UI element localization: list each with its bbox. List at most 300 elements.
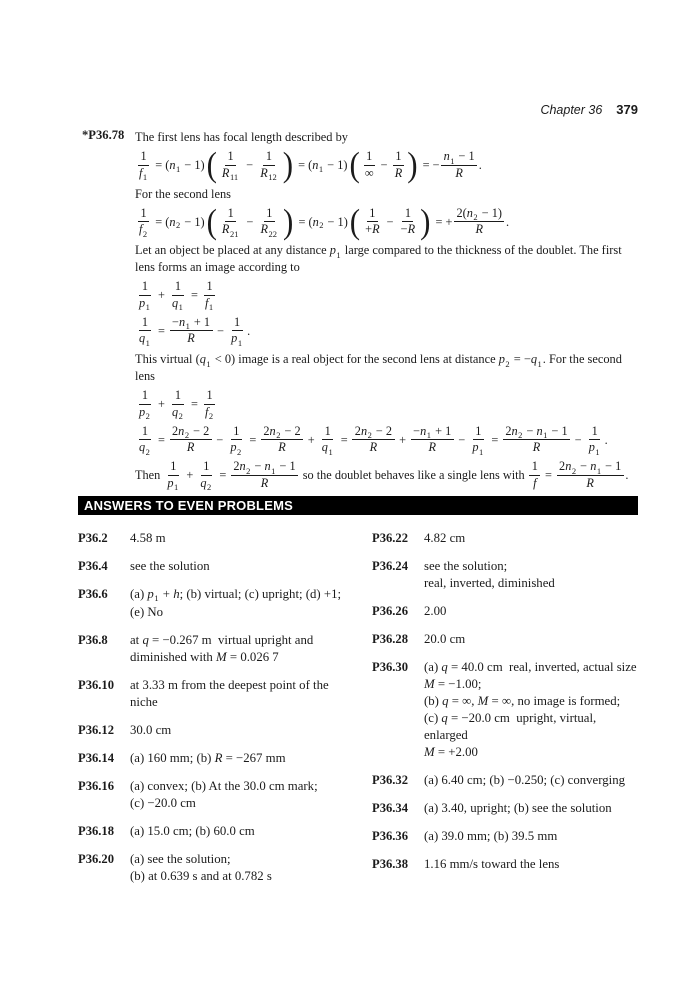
answer-body [424, 772, 638, 789]
answer-id: P36.34 [372, 801, 409, 815]
math-text: Then [135, 468, 164, 483]
math-variable: n [443, 149, 450, 163]
answer-id: P36.8 [78, 633, 108, 647]
fraction-numerator [138, 150, 149, 166]
fraction-denominator [165, 476, 182, 491]
math-text: 1 [233, 423, 240, 438]
math-variable: n [312, 158, 319, 173]
math-text: − 1 [455, 149, 475, 163]
math-text: − [172, 314, 179, 329]
math-text: 1 [141, 279, 149, 294]
answer-line [130, 694, 372, 711]
fraction-numerator [139, 316, 150, 332]
answer-line [130, 604, 372, 621]
math-text: (a) 6.40 cm; (b) −0.250; (c) converging [424, 773, 626, 787]
math-text: ∞ [364, 165, 374, 180]
fraction-numerator [204, 280, 215, 296]
answer-line [130, 823, 372, 840]
fraction-numerator [441, 150, 477, 166]
fraction-denominator [137, 296, 154, 311]
math-variable: R [221, 222, 230, 237]
math-subscript: 1 [271, 465, 276, 476]
answer-item [78, 851, 372, 885]
answer-body [424, 659, 638, 761]
answer-item [78, 586, 372, 621]
math-text: 2 [172, 423, 179, 438]
math-subscript: 1 [208, 302, 214, 313]
fraction-denominator [258, 166, 281, 181]
fraction-numerator [473, 425, 484, 441]
answer-line [130, 722, 372, 739]
math-subscript: 1 [154, 593, 159, 603]
math-text: 1 [324, 423, 331, 438]
fraction [586, 425, 603, 456]
math-subscript: 1 [176, 163, 181, 174]
answer-body [130, 750, 372, 767]
fraction-denominator [531, 476, 539, 491]
fraction-denominator [276, 440, 289, 455]
fraction-numerator [201, 460, 212, 476]
math-text: + [365, 222, 373, 237]
math-text: see the solution; [424, 559, 508, 573]
math-variable: R [586, 475, 594, 490]
math-subscript: 1 [426, 430, 432, 441]
math-text: − [413, 423, 421, 438]
math-text: . For the second lens [135, 352, 626, 384]
fraction-denominator [219, 222, 242, 237]
answer-line [424, 693, 638, 710]
answer-id: P36.28 [372, 632, 409, 646]
answer-item [78, 778, 372, 812]
fraction-denominator [258, 222, 281, 237]
answer-line [130, 649, 372, 666]
math-subscript: 2 [473, 212, 478, 223]
math-variable: R [187, 331, 195, 346]
close-paren: ) [420, 201, 431, 241]
answer-id: P36.6 [78, 587, 108, 601]
math-text: 1 [404, 205, 411, 220]
open-paren: ( [206, 201, 217, 241]
answer-line [130, 750, 372, 767]
fraction [165, 460, 182, 491]
answer-item [78, 558, 372, 575]
math-text: = [187, 288, 201, 303]
math-text: = ∞, [448, 694, 478, 708]
problem-text [135, 242, 640, 275]
answer-id: P36.30 [372, 660, 409, 674]
math-subscript: 2 [571, 465, 577, 476]
math-text: < 0) image is a real object for the second lens at distance [211, 352, 499, 367]
paren-group [349, 201, 432, 241]
math-variable: p [167, 475, 174, 490]
fraction-numerator [225, 150, 236, 166]
fraction [529, 460, 540, 491]
paren-group [348, 144, 418, 185]
math-subscript: 22 [268, 228, 278, 239]
math-text: − 1) [324, 158, 348, 173]
answer-body [130, 530, 372, 547]
fraction-denominator [258, 476, 271, 491]
answer-body [130, 823, 372, 840]
answer-item [78, 530, 372, 547]
fraction-denominator [398, 222, 417, 237]
math-text: = 0.026 7 [226, 650, 279, 664]
fraction-denominator [137, 405, 154, 420]
math-subscript: 1 [142, 172, 148, 183]
math-variable: q [441, 711, 448, 725]
math-subscript: 2 [176, 220, 181, 231]
answer-id: P36.20 [78, 852, 115, 866]
answer-body [130, 851, 372, 885]
math-subscript: 2 [237, 446, 242, 457]
math-text: 1 [170, 459, 177, 474]
math-text: (a) see the solution; [130, 852, 231, 866]
fraction [137, 389, 154, 420]
math-text: + [154, 288, 168, 303]
fraction-numerator [589, 425, 600, 441]
math-variable: R [475, 222, 483, 237]
math-text: 2 [559, 459, 566, 474]
math-text: so the doublet behaves like a single lens with [299, 468, 528, 483]
math-text: = ∞, no image is formed; [488, 694, 621, 708]
math-text: . [505, 214, 510, 229]
math-variable: q [442, 694, 449, 708]
math-subscript: 12 [268, 172, 277, 183]
math-text: = +2.00 [434, 745, 478, 759]
math-text: − [214, 323, 228, 338]
open-paren: ( [206, 144, 217, 185]
fraction-denominator [137, 331, 154, 346]
math-text: = [246, 432, 260, 447]
math-variable: p [147, 587, 154, 601]
answer-item [372, 631, 638, 648]
math-text: 1 [266, 205, 273, 220]
fraction-denominator [470, 440, 487, 455]
math-text: (b) [424, 694, 443, 708]
answers-banner-title: ANSWERS TO EVEN PROBLEMS [84, 498, 293, 513]
answer-body [130, 722, 372, 739]
chapter-label: Chapter 36 [540, 103, 603, 117]
math-text: 2( [456, 205, 467, 220]
math-subscript: 2 [145, 411, 150, 422]
math-subscript: 2 [145, 446, 150, 457]
math-subscript: 2 [178, 411, 183, 422]
answer-item [78, 722, 372, 739]
math-subscript: 2 [208, 411, 214, 422]
answer-body [424, 856, 638, 873]
equation-line [135, 280, 640, 311]
math-subscript: 2 [505, 358, 510, 369]
math-text: − [377, 158, 391, 173]
math-text: − [571, 432, 585, 447]
math-variable: n [269, 423, 276, 438]
fraction [319, 425, 336, 456]
math-text: 30.0 cm [130, 723, 172, 737]
math-text: (b) at 0.639 s and at 0.782 s [130, 869, 272, 883]
paren-content [218, 150, 282, 181]
answer-line [130, 558, 372, 575]
fraction-numerator [139, 389, 150, 405]
answer-body [424, 603, 638, 620]
answer-id: P36.12 [78, 723, 115, 737]
math-text: 2.00 [424, 604, 447, 618]
math-variable: n [590, 459, 597, 474]
math-text: 1 [234, 314, 241, 329]
fraction [411, 425, 454, 456]
math-variable: n [169, 158, 176, 173]
fraction-denominator [363, 222, 382, 237]
answer-line [424, 631, 638, 648]
fraction-denominator [203, 405, 217, 420]
fraction [203, 280, 217, 311]
math-text: 20.0 cm [424, 632, 466, 646]
answer-line [424, 828, 638, 845]
answer-body [424, 530, 638, 547]
math-text: 4.58 m [130, 531, 166, 545]
math-text: − [455, 432, 469, 447]
math-subscript: 1 [537, 358, 542, 369]
answer-line [130, 795, 372, 812]
fraction [557, 460, 624, 491]
fraction-numerator [172, 389, 183, 405]
fraction-numerator [411, 425, 454, 441]
math-text: = ( [295, 214, 313, 229]
close-paren: ) [407, 144, 418, 185]
fraction-denominator [198, 476, 215, 491]
math-text: 1 [265, 149, 273, 163]
fraction-numerator [139, 280, 150, 296]
math-variable: R [407, 222, 416, 237]
math-text: (c) [424, 711, 442, 725]
math-text: 1 [141, 314, 149, 329]
math-text: 1 [369, 205, 376, 220]
fraction-numerator [172, 280, 183, 296]
fraction [219, 207, 242, 238]
fraction-numerator [263, 150, 274, 166]
answer-line [424, 710, 638, 744]
math-subscript: 11 [229, 172, 239, 183]
math-subscript: 1 [206, 358, 211, 369]
answer-line [424, 659, 638, 676]
fraction [137, 280, 154, 311]
answer-item [78, 750, 372, 767]
paren-group [206, 201, 295, 241]
fraction [170, 425, 212, 456]
math-variable: f [205, 295, 209, 310]
math-text: + [159, 587, 174, 601]
fraction-numerator [503, 425, 570, 441]
math-subscript: 1 [336, 249, 341, 260]
math-variable: p [231, 331, 238, 346]
math-subscript: 2 [184, 430, 190, 441]
math-text: 1 [203, 459, 210, 474]
math-text: (a) convex; (b) At the 30.0 cm mark; [130, 779, 318, 793]
math-text: − [383, 214, 397, 229]
math-variable: M [477, 694, 489, 708]
fraction-numerator [204, 389, 215, 405]
answer-body [424, 828, 638, 845]
math-text: = ( [295, 158, 313, 173]
fraction-numerator [261, 425, 303, 441]
fraction-numerator [393, 150, 404, 166]
math-text: = −267 mm [222, 751, 286, 765]
fraction-numerator [138, 207, 149, 223]
math-text: 1 [140, 205, 147, 220]
answer-body [130, 778, 372, 812]
fraction [170, 316, 213, 347]
answer-body [130, 586, 372, 621]
fraction-denominator [586, 440, 603, 455]
answers-columns [78, 530, 638, 896]
math-variable: R [428, 440, 436, 455]
answer-line [424, 575, 638, 592]
math-variable: p [498, 352, 505, 367]
fraction [362, 150, 376, 181]
math-variable: h [173, 587, 180, 601]
math-variable: q [172, 404, 179, 419]
equation-line [135, 144, 640, 185]
fraction-numerator [225, 207, 236, 223]
math-text: − [400, 222, 408, 237]
math-variable: R [260, 475, 269, 490]
math-subscript: 1 [596, 465, 602, 476]
math-text: − 1) [478, 205, 502, 220]
math-variable: R [372, 222, 380, 237]
close-paren: ) [283, 201, 294, 241]
math-text: Let an object be placed at any distance [135, 243, 330, 258]
fraction [470, 425, 487, 456]
answer-id: P36.36 [372, 829, 409, 843]
answer-item [372, 659, 638, 761]
answer-line [130, 530, 372, 547]
math-text: + [183, 468, 197, 483]
fraction-denominator [170, 296, 187, 311]
problem-p36-78 [82, 126, 640, 496]
fraction [198, 460, 215, 491]
running-header [540, 102, 638, 117]
open-paren: ( [349, 144, 360, 185]
fraction-numerator [231, 460, 298, 476]
math-text: (a) 3.40, upright; (b) see the solution [424, 801, 612, 815]
math-variable: n [178, 423, 185, 438]
fraction [392, 150, 405, 181]
answer-id: P36.22 [372, 531, 409, 545]
fraction [228, 425, 245, 456]
fraction-numerator [264, 207, 275, 223]
math-text: at 3.33 m from the deepest point of the [130, 678, 329, 692]
math-text: (a) [130, 587, 148, 601]
fraction-denominator [530, 440, 543, 455]
fraction [137, 316, 154, 347]
math-text: (e) No [130, 605, 164, 619]
math-text: . [625, 468, 629, 483]
math-text: 1 [591, 423, 598, 438]
fraction [441, 150, 477, 181]
math-variable: n [466, 205, 473, 220]
math-variable: p [139, 295, 146, 310]
fraction-numerator [170, 425, 212, 441]
math-text: − 2 [190, 423, 210, 438]
math-subscript: 2 [246, 465, 251, 476]
equation-line [135, 201, 640, 241]
answer-id: P36.26 [372, 604, 409, 618]
math-text: + [304, 432, 318, 447]
math-variable: n [511, 423, 518, 438]
math-text: 2 [263, 423, 270, 438]
math-text: − [243, 158, 257, 173]
math-text: 1 [141, 388, 149, 403]
math-subscript: 1 [174, 482, 179, 493]
math-text: 4.82 cm [424, 531, 466, 545]
math-text: 1.16 mm/s toward the lens [424, 857, 560, 871]
math-variable: q [139, 440, 146, 455]
math-subscript: 2 [367, 430, 372, 441]
answer-line [424, 856, 638, 873]
math-text: = [216, 468, 230, 483]
math-text: − 1) [324, 214, 348, 229]
math-text: = −0.267 m virtual upright and [148, 633, 314, 647]
problem-id: *P36.78 [82, 128, 125, 142]
math-variable: p [329, 243, 336, 258]
math-text: 1 [141, 423, 149, 438]
fraction-denominator [170, 405, 187, 420]
math-text: 2 [233, 459, 240, 474]
fraction [261, 425, 303, 456]
fraction-denominator [362, 166, 376, 181]
math-variable: p [472, 440, 479, 455]
math-subscript: 1 [237, 337, 243, 348]
math-text: ; (b) virtual; (c) upright; (d) +1; [179, 587, 342, 601]
math-text: = − [510, 352, 531, 367]
problem-text [135, 186, 640, 202]
answer-line [130, 632, 372, 649]
answer-item [372, 828, 638, 845]
math-variable: n [536, 423, 543, 438]
math-text: . [478, 158, 482, 173]
answer-item [78, 632, 372, 666]
answer-item [372, 603, 638, 620]
math-variable: q [321, 440, 328, 455]
math-variable: R [221, 165, 230, 180]
fraction [137, 207, 151, 238]
fraction-denominator [137, 222, 151, 237]
open-paren: ( [349, 201, 361, 241]
fraction [137, 425, 154, 456]
fraction-numerator [170, 316, 213, 332]
fraction-denominator [137, 166, 151, 181]
answer-line [130, 868, 372, 885]
answer-item [372, 800, 638, 817]
fraction-numerator [364, 150, 375, 166]
math-variable: f [533, 475, 537, 490]
math-text: − 2 [372, 423, 393, 438]
answer-id: P36.10 [78, 678, 115, 692]
answer-line [424, 603, 638, 620]
fraction [231, 460, 298, 491]
math-subscript: 2 [142, 228, 148, 239]
fraction [203, 389, 217, 420]
answer-line [130, 677, 372, 694]
fraction [170, 389, 187, 420]
answer-item [78, 823, 372, 840]
answer-id: P36.38 [372, 857, 409, 871]
answer-body [424, 800, 638, 817]
fraction-denominator [203, 296, 217, 311]
math-text: − [577, 459, 591, 474]
answers-section [78, 496, 638, 896]
math-variable: R [214, 751, 223, 765]
answer-id: P36.32 [372, 773, 409, 787]
